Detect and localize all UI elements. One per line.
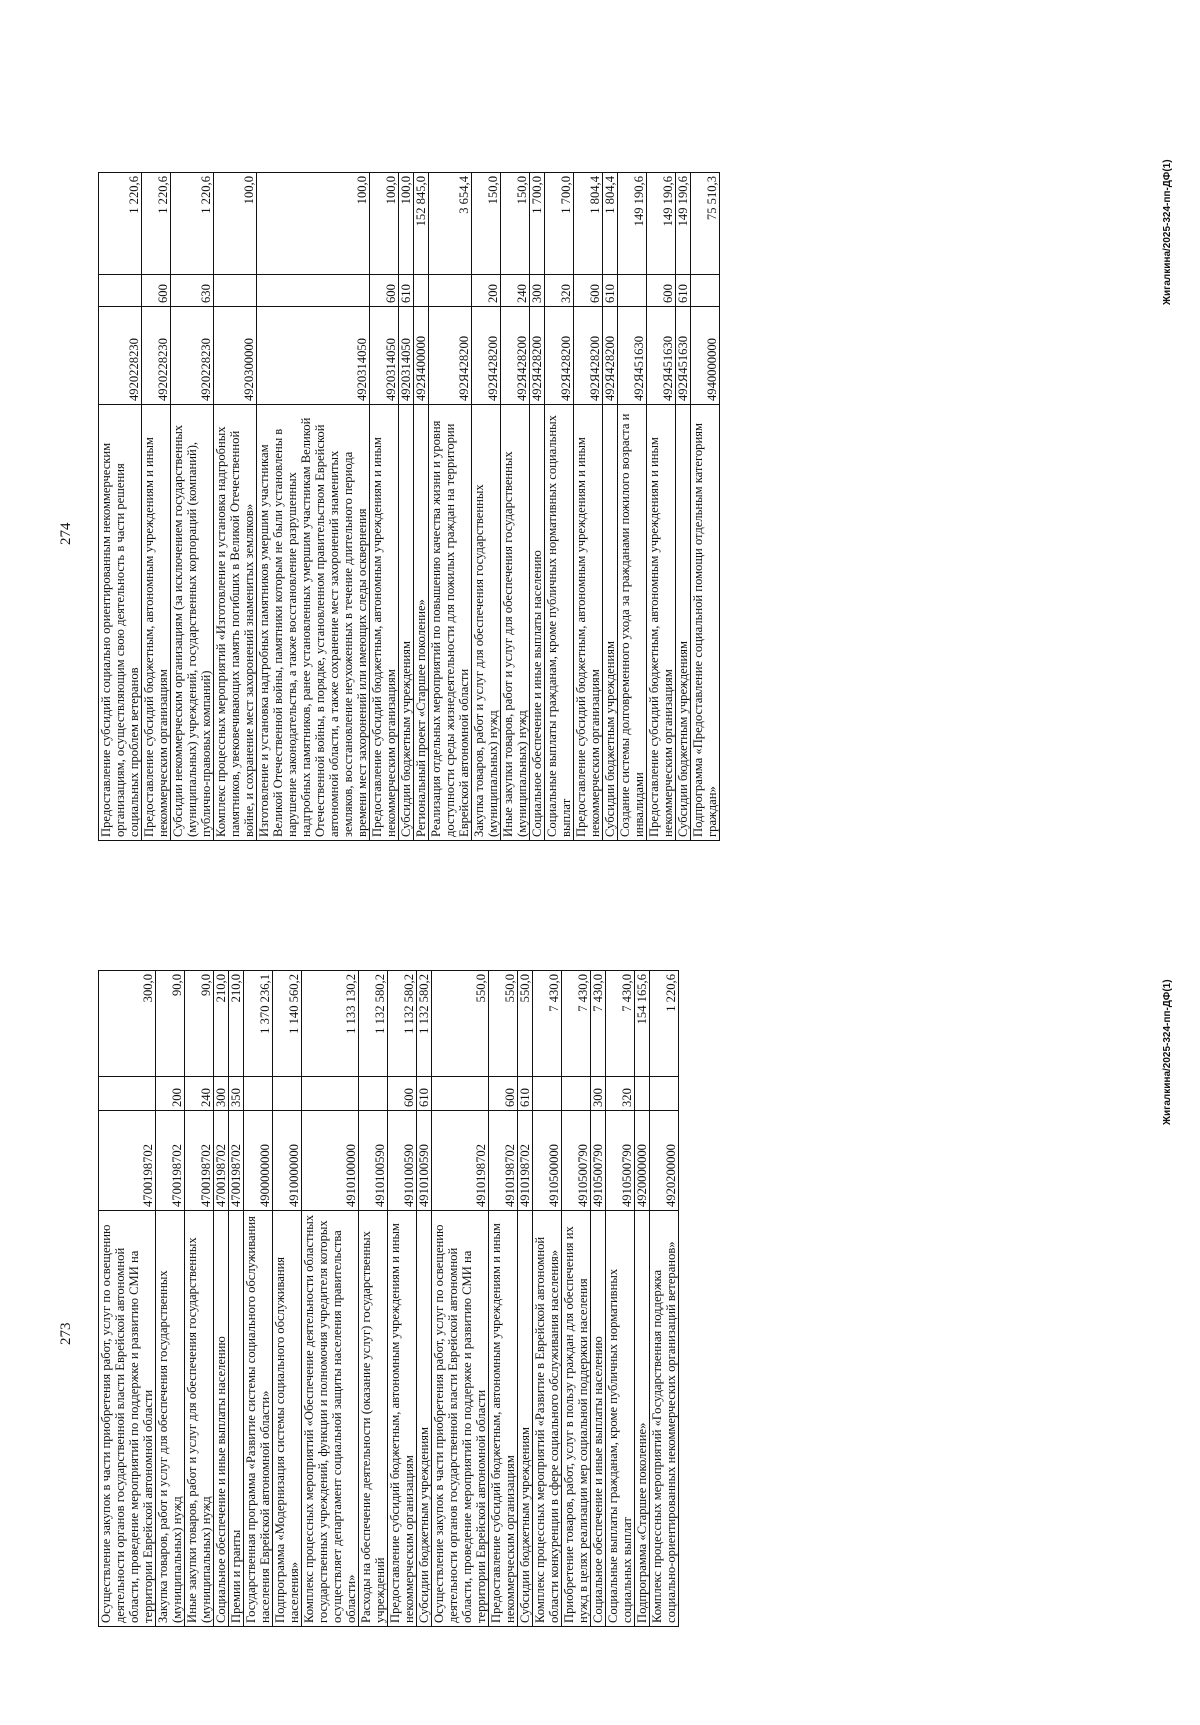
row-name: Комплекс процессных мероприятий «Изготовление и установка надгробных памятников, увековечивающих память погибших в Великой Отечественной войне, и сохранение мест захоронений знаменитых земляков» [214, 405, 257, 841]
row-name: Социальные выплаты гражданам, кроме публичных нормативных социальных выплат [545, 405, 574, 841]
row-amount: 1 804,4 [574, 173, 603, 275]
table-row [635, 971, 650, 1627]
row-amount: 149 190,6 [618, 173, 647, 275]
row-code: 4700198702 [229, 1111, 244, 1211]
table-row [429, 173, 472, 841]
row-code: 4700198702 [156, 1111, 185, 1211]
table-row [603, 173, 618, 841]
document-stamp: Жигалкина/2025-324-пп-ДФ(1) [1162, 979, 1173, 1125]
row-code: 492Я400000 [414, 307, 429, 405]
row-amount: 550,0 [432, 971, 489, 1077]
row-amount: 1 700,0 [530, 173, 545, 275]
row-amount: 7 430,0 [562, 971, 591, 1077]
row-expense-type [99, 275, 142, 307]
row-code: 492Я428200 [501, 307, 530, 405]
row-expense-type [650, 1077, 679, 1111]
row-expense-type [562, 1077, 591, 1111]
table-row [257, 173, 370, 841]
row-name: Комплекс процессных мероприятий «Государственная поддержка социально-ориентированных некоммерческих организаций ветеранов» [650, 1211, 679, 1627]
row-expense-type: 300 [591, 1077, 606, 1111]
row-name: Премии и гранты [229, 1211, 244, 1627]
row-code: 492Я451630 [676, 307, 691, 405]
row-name: Субсидии бюджетным учреждениям [518, 1211, 533, 1627]
row-amount: 300,0 [99, 971, 156, 1077]
row-name: Субсидии бюджетным учреждениям [417, 1211, 432, 1627]
row-code: 4910100000 [302, 1111, 359, 1211]
table-row [562, 971, 591, 1627]
row-expense-type: 610 [399, 275, 414, 307]
row-code: 492Я428200 [472, 307, 501, 405]
row-name: Расходы на обеспечение деятельности (оказание услуг) государственных учреждений [359, 1211, 388, 1627]
row-expense-type: 600 [142, 275, 171, 307]
table-row [417, 971, 432, 1627]
row-expense-type: 320 [606, 1077, 635, 1111]
row-amount: 90,0 [185, 971, 214, 1077]
row-amount: 100,0 [214, 173, 257, 275]
table-row [606, 971, 635, 1627]
row-name: Закупка товаров, работ и услуг для обеспечения государственных (муниципальных) нужд [156, 1211, 185, 1627]
row-code: 4700198702 [214, 1111, 229, 1211]
row-code: 4700198702 [99, 1111, 156, 1211]
row-code: 4700198702 [185, 1111, 214, 1211]
row-code: 4920228230 [171, 307, 214, 405]
row-expense-type: 600 [574, 275, 603, 307]
table-row [399, 173, 414, 841]
row-name: Социальное обеспечение и иные выплаты населению [214, 1211, 229, 1627]
row-code: 4910500790 [562, 1111, 591, 1211]
row-expense-type: 240 [185, 1077, 214, 1111]
row-amount: 550,0 [518, 971, 533, 1077]
row-amount: 100,0 [257, 173, 370, 275]
row-amount: 1 132 580,2 [417, 971, 432, 1077]
table-row [530, 173, 545, 841]
row-code: 4920228230 [142, 307, 171, 405]
row-code: 492Я451630 [618, 307, 647, 405]
row-code: 4900000000 [244, 1111, 273, 1211]
row-code: 492Я428200 [530, 307, 545, 405]
row-name: Предоставление субсидий бюджетным, автономным учреждениям и иным некоммерческим организациям [489, 1211, 518, 1627]
row-code: 4910198702 [518, 1111, 533, 1211]
row-amount: 1 220,6 [142, 173, 171, 275]
table-row [545, 173, 574, 841]
row-code: 4910100590 [359, 1111, 388, 1211]
row-amount: 550,0 [489, 971, 518, 1077]
table-row [214, 971, 229, 1627]
row-expense-type: 320 [545, 275, 574, 307]
table-row [370, 173, 399, 841]
row-code: 4920228230 [99, 307, 142, 405]
table-row [650, 971, 679, 1627]
row-code: 4920314050 [399, 307, 414, 405]
page-274 [0, 105, 1200, 845]
row-name: Создание системы долговременного ухода за гражданами пожилого возраста и инвалидами [618, 405, 647, 841]
row-expense-type: 350 [229, 1077, 244, 1111]
row-name: Предоставление субсидий бюджетным, автономным учреждениям и иным некоммерческим организациям [574, 405, 603, 841]
row-amount: 1 140 560,2 [273, 971, 302, 1077]
table-row [414, 173, 429, 841]
table-row [574, 173, 603, 841]
table-row [533, 971, 562, 1627]
row-name: Подпрограмма «Старшее поколение» [635, 1211, 650, 1627]
row-code: 4920300000 [214, 307, 257, 405]
row-code: 4910500000 [533, 1111, 562, 1211]
row-name: Предоставление субсидий бюджетным, автономным учреждениям и иным некоммерческим организациям [388, 1211, 417, 1627]
row-code: 492Я428200 [574, 307, 603, 405]
row-name: Предоставление субсидий бюджетным, автономным учреждениям и иным некоммерческим организациям [647, 405, 676, 841]
row-name: Предоставление субсидий бюджетным, автономным учреждениям и иным некоммерческим организациям [370, 405, 399, 841]
row-expense-type: 600 [489, 1077, 518, 1111]
row-expense-type: 600 [388, 1077, 417, 1111]
row-amount: 100,0 [370, 173, 399, 275]
table-row [156, 971, 185, 1627]
row-code: 492Я428200 [603, 307, 618, 405]
row-name: Изготовление и установка надгробных памятников умершим участникам Великой Отечественной войны, памятники которым не были установлены в нарушение законодательства, а также восстановление разрушенных надгробных памятников, ранее установленных умершим участникам Великой Отечественной войны, в порядке, установленном правительством Еврейской автономной области, а также сохранение мест захоронений знаменитых земляков, восстановление неухоженных в течение длительного периода времени мест захоронений или имеющих следы осквернения [257, 405, 370, 841]
row-amount: 149 190,6 [647, 173, 676, 275]
row-expense-type: 610 [676, 275, 691, 307]
table-row [676, 173, 691, 841]
page-273 [0, 915, 1200, 1635]
budget-table-body [99, 173, 720, 841]
row-expense-type [273, 1077, 302, 1111]
row-name: Социальные выплаты гражданам, кроме публичных нормативных социальных выплат [606, 1211, 635, 1627]
row-amount: 100,0 [399, 173, 414, 275]
row-code: 4910100590 [417, 1111, 432, 1211]
row-expense-type [429, 275, 472, 307]
row-name: Иные закупки товаров, работ и услуг для обеспечения государственных (муниципальных) нужд [185, 1211, 214, 1627]
row-code: 492Я451630 [647, 307, 676, 405]
row-expense-type: 630 [171, 275, 214, 307]
row-amount: 1 220,6 [171, 173, 214, 275]
row-expense-type: 610 [518, 1077, 533, 1111]
table-row [244, 971, 273, 1627]
table-row [302, 971, 359, 1627]
row-amount: 7 430,0 [533, 971, 562, 1077]
row-code: 4940000000 [691, 307, 720, 405]
row-expense-type [691, 275, 720, 307]
row-amount: 1 220,6 [650, 971, 679, 1077]
row-name: Закупка товаров, работ и услуг для обеспечения государственных (муниципальных) нужд [472, 405, 501, 841]
row-expense-type [414, 275, 429, 307]
row-code: 4920000000 [635, 1111, 650, 1211]
row-amount: 1 220,6 [99, 173, 142, 275]
row-code: 4920200000 [650, 1111, 679, 1211]
row-expense-type: 200 [156, 1077, 185, 1111]
row-name: Субсидии бюджетным учреждениям [399, 405, 414, 841]
row-expense-type: 240 [501, 275, 530, 307]
row-amount: 75 510,3 [691, 173, 720, 275]
row-amount: 90,0 [156, 971, 185, 1077]
table-row [591, 971, 606, 1627]
row-name: Подпрограмма «Модернизация системы социального обслуживания населения» [273, 1211, 302, 1627]
table-row [99, 173, 142, 841]
budget-table [98, 970, 679, 1627]
row-code: 4910000000 [273, 1111, 302, 1211]
row-code: 4910198702 [489, 1111, 518, 1211]
row-expense-type: 300 [530, 275, 545, 307]
row-name: Социальное обеспечение и иные выплаты населению [530, 405, 545, 841]
table-row [359, 971, 388, 1627]
row-name: Приобретение товаров, работ, услуг в пользу граждан для обеспечения их нужд в целях реализации мер социальной поддержки населения [562, 1211, 591, 1627]
table-row [518, 971, 533, 1627]
table-row [99, 971, 156, 1627]
document-stamp: Жигалкина/2025-324-пп-ДФ(1) [1162, 159, 1173, 305]
row-name: Подпрограмма «Предоставление социальной помощи отдельным категориям граждан» [691, 405, 720, 841]
row-name: Иные закупки товаров, работ и услуг для обеспечения государственных (муниципальных) нужд [501, 405, 530, 841]
row-expense-type [618, 275, 647, 307]
table-row [273, 971, 302, 1627]
table-row [501, 173, 530, 841]
row-amount: 3 654,4 [429, 173, 472, 275]
row-expense-type: 610 [417, 1077, 432, 1111]
row-name: Реализация отдельных мероприятий по повышению качества жизни и уровня доступности среды жизнедеятельности для пожилых граждан на территории Еврейской автономной области [429, 405, 472, 841]
row-expense-type [99, 1077, 156, 1111]
row-name: Социальное обеспечение и иные выплаты населению [591, 1211, 606, 1627]
row-name: Предоставление субсидий бюджетным, автономным учреждениям и иным некоммерческим организациям [142, 405, 171, 841]
row-expense-type [214, 275, 257, 307]
row-amount: 1 370 236,1 [244, 971, 273, 1077]
table-row [647, 173, 676, 841]
table-row [691, 173, 720, 841]
row-expense-type [533, 1077, 562, 1111]
row-name: Осуществление закупок в части приобретения работ, услуг по освещению деятельности органов государственной власти Еврейской автономной области, проведение мероприятий по поддержке и развитию СМИ на территории Еврейской автономной области [99, 1211, 156, 1627]
row-name: Комплекс процессных мероприятий «Развитие в Еврейской автономной области конкуренции в сфере социального обслуживания населения» [533, 1211, 562, 1627]
row-amount: 1 700,0 [545, 173, 574, 275]
table-row [214, 173, 257, 841]
row-expense-type [244, 1077, 273, 1111]
row-code: 4910198702 [432, 1111, 489, 1211]
row-amount: 7 430,0 [606, 971, 635, 1077]
table-row [432, 971, 489, 1627]
row-amount: 210,0 [214, 971, 229, 1077]
row-name: Субсидии бюджетным учреждениям [676, 405, 691, 841]
row-expense-type [302, 1077, 359, 1111]
table-row [171, 173, 214, 841]
table-row [472, 173, 501, 841]
row-amount: 1 133 130,2 [302, 971, 359, 1077]
row-name: Субсидии некоммерческим организациям (за исключением государственных (муниципальных) учреждений, государственных корпораций (компаний), публично-правовых компаний) [171, 405, 214, 841]
row-amount: 1 804,4 [603, 173, 618, 275]
row-code: 492Я428200 [545, 307, 574, 405]
table-row [388, 971, 417, 1627]
row-name: Предоставление субсидий социально ориентированным некоммерческим организациям, осуществляющим свою деятельность в части решения социальных проблем ветеранов [99, 405, 142, 841]
row-expense-type: 200 [472, 275, 501, 307]
row-name: Субсидии бюджетным учреждениям [603, 405, 618, 841]
row-expense-type: 300 [214, 1077, 229, 1111]
table-row [489, 971, 518, 1627]
row-amount: 1 132 580,2 [359, 971, 388, 1077]
page-number: 273 [58, 1322, 74, 1345]
row-amount: 7 430,0 [591, 971, 606, 1077]
row-code: 4920314050 [257, 307, 370, 405]
row-amount: 152 845,0 [414, 173, 429, 275]
row-expense-type: 610 [603, 275, 618, 307]
row-amount: 150,0 [472, 173, 501, 275]
row-name: Комплекс процессных мероприятий «Обеспечение деятельности областных государственных учреждений, функции и полномочия учредителя которых осуществляет департамент социальной защиты населения правительства области» [302, 1211, 359, 1627]
row-amount: 1 132 580,2 [388, 971, 417, 1077]
row-name: Региональный проект «Старшее поколение» [414, 405, 429, 841]
row-code: 4910100590 [388, 1111, 417, 1211]
row-expense-type: 600 [647, 275, 676, 307]
row-code: 4910500790 [591, 1111, 606, 1211]
table-row [142, 173, 171, 841]
row-code: 4910500790 [606, 1111, 635, 1211]
row-amount: 210,0 [229, 971, 244, 1077]
budget-table-body [99, 971, 679, 1627]
table-row [185, 971, 214, 1627]
row-expense-type: 600 [370, 275, 399, 307]
row-code: 4920314050 [370, 307, 399, 405]
table-row [618, 173, 647, 841]
row-amount: 150,0 [501, 173, 530, 275]
row-code: 492Я428200 [429, 307, 472, 405]
row-name: Осуществление закупок в части приобретения работ, услуг по освещению деятельности органов государственной власти Еврейской автономной области, проведение мероприятий по поддержке и развитию СМИ на территории Еврейской автономной области [432, 1211, 489, 1627]
row-expense-type [359, 1077, 388, 1111]
row-expense-type [635, 1077, 650, 1111]
row-name: Государственная программа «Развитие системы социального обслуживания населения Еврейской автономной области» [244, 1211, 273, 1627]
row-amount: 149 190,6 [676, 173, 691, 275]
page-number: 274 [58, 522, 74, 545]
budget-table [98, 172, 720, 841]
row-amount: 154 165,6 [635, 971, 650, 1077]
table-row [229, 971, 244, 1627]
row-expense-type [432, 1077, 489, 1111]
row-expense-type [257, 275, 370, 307]
